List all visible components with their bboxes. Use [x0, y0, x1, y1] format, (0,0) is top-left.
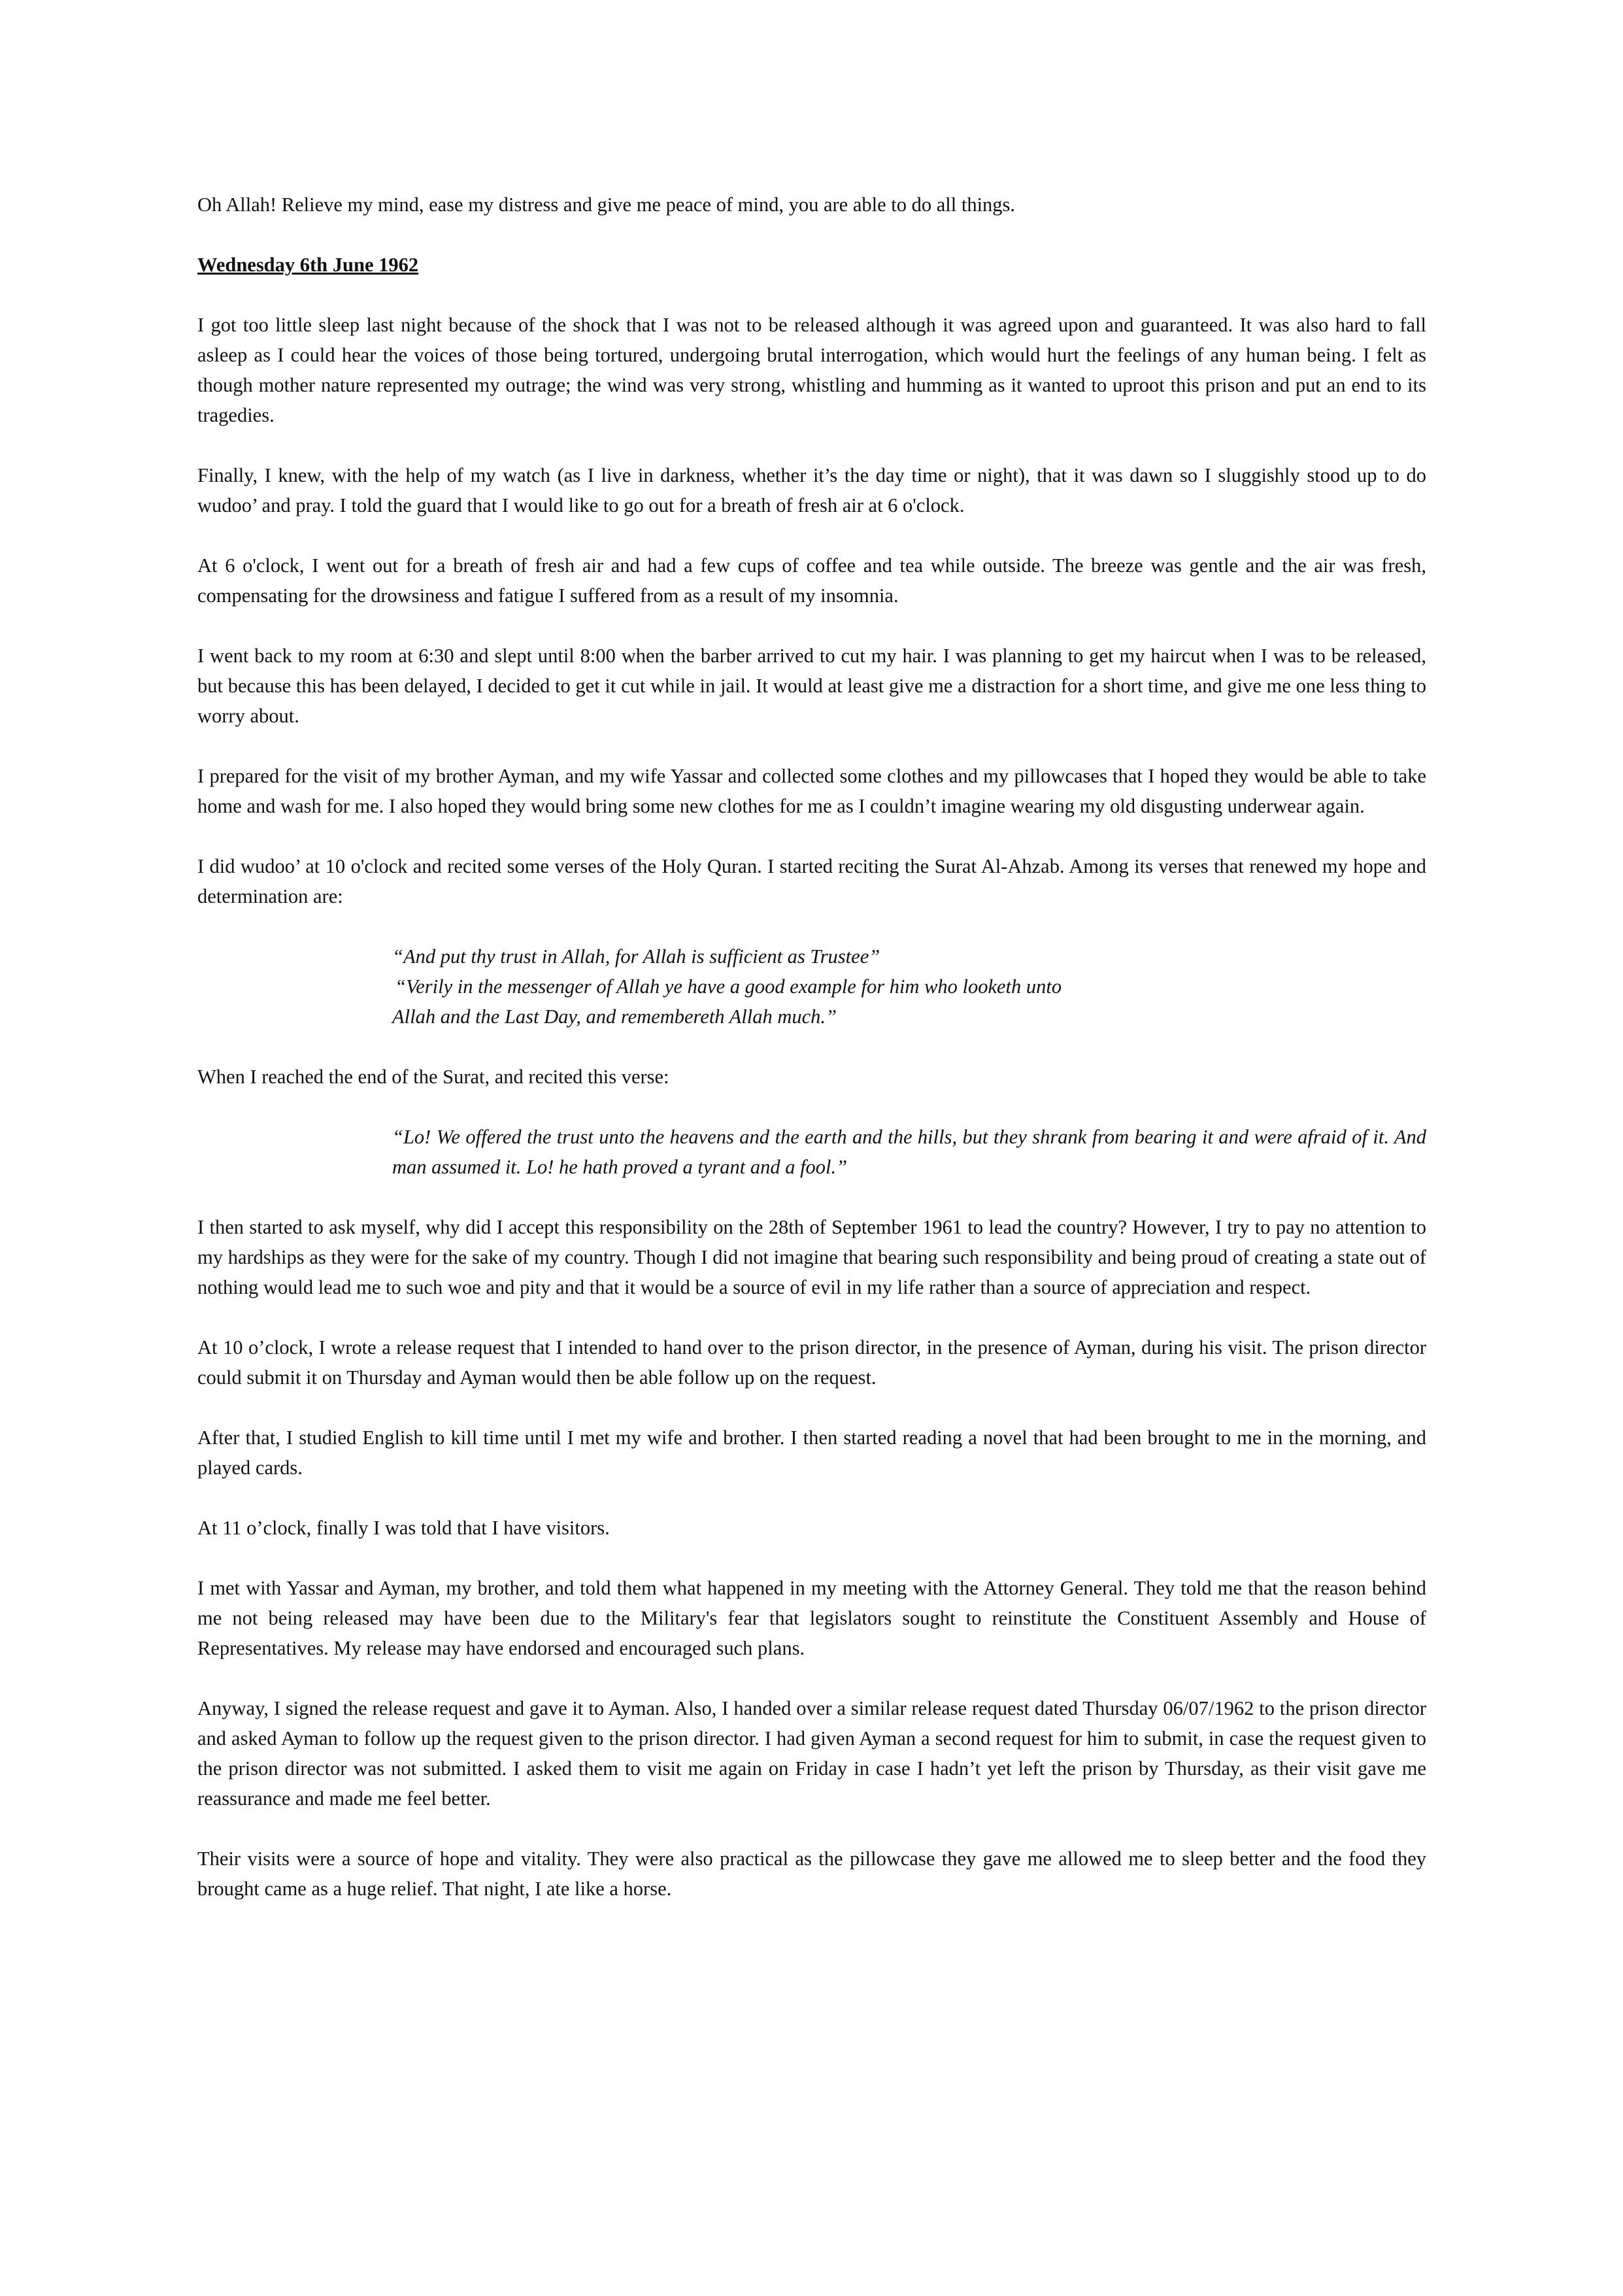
paragraph: Anyway, I signed the release request and gave it to Ayman. Also, I handed over a similar release request dated Thursday 06/07/1962 to the prison director and asked Ayman to follow up the request given to the prison director. I had given Ayman a second request for him to submit, in case the request given to the prison director was not submitted. I asked them to visit me again on Friday in case I hadn’t yet left the prison by Thursday, as their visit gave me reassurance and made me feel better.: [197, 1697, 1426, 1810]
quran-quote-block: [392, 941, 1426, 1032]
document-page: [197, 190, 1426, 1934]
paragraph: When I reached the end of the Surat, and recited this verse:: [197, 1066, 669, 1088]
quran-quote-block: “Lo! We offered the trust unto the heavens and the earth and the hills, but they shrank from bearing it and were afraid of it. And man assumed it. Lo! he hath proved a tyrant and a fool.”: [392, 1126, 1426, 1178]
paragraph: Finally, I knew, with the help of my watch (as I live in darkness, whether it’s the day time or night), that it was dawn so I sluggishly stood up to do wudoo’ and pray. I told the guard that I would like to go out for a breath of fresh air at 6 o'clock.: [197, 464, 1426, 516]
paragraph: I met with Yassar and Ayman, my brother, and told them what happened in my meeting with the Attorney General. They told me that the reason behind me not being released may have been due to the Military's fear that legislators sought to reinstitute the Constituent Assembly and House of Representatives. My release may have endorsed and encouraged such plans.: [197, 1577, 1426, 1659]
quote-line: Allah and the Last Day, and remembereth Allah much.”: [392, 1005, 837, 1028]
paragraph: After that, I studied English to kill time until I met my wife and brother. I then started reading a novel that had been brought to me in the morning, and played cards.: [197, 1427, 1426, 1479]
paragraph: I got too little sleep last night because of the shock that I was not to be released although it was agreed upon and guaranteed. It was also hard to fall asleep as I could hear the voices of those being tortured, undergoing brutal interrogation, which would hurt the feelings of any human being. I felt as though mother nature represented my outrage; the wind was very strong, whistling and humming as it wanted to uproot this prison and put an end to its tragedies.: [197, 314, 1426, 426]
paragraph: At 11 o’clock, finally I was told that I have visitors.: [197, 1517, 610, 1539]
quote-line: “And put thy trust in Allah, for Allah is sufficient as Trustee”: [392, 945, 880, 968]
paragraph: I prepared for the visit of my brother Ayman, and my wife Yassar and collected some clothes and my pillowcases that I hoped they would be able to take home and wash for me. I also hoped they would bring some new clothes for me as I couldn’t imagine wearing my old disgusting underwear again.: [197, 765, 1426, 817]
date-heading: Wednesday 6th June 1962: [197, 254, 419, 276]
paragraph: I did wudoo’ at 10 o'clock and recited some verses of the Holy Quran. I started reciting the Surat Al-Ahzab. Among its verses that renewed my hope and determination are:: [197, 855, 1426, 907]
quote-line: “Verily in the messenger of Allah ye have a good example for him who looketh unto: [395, 975, 1062, 998]
paragraph: At 10 o’clock, I wrote a release request that I intended to hand over to the prison director, in the presence of Ayman, during his visit. The prison director could submit it on Thursday and Ayman would then be able follow up on the request.: [197, 1336, 1426, 1389]
paragraph: Their visits were a source of hope and vitality. They were also practical as the pillowcase they gave me allowed me to sleep better and the food they brought came as a huge relief. That night, I ate like a horse.: [197, 1848, 1426, 1900]
opening-prayer: Oh Allah! Relieve my mind, ease my distress and give me peace of mind, you are able to do all things.: [197, 194, 1016, 216]
paragraph: At 6 o'clock, I went out for a breath of fresh air and had a few cups of coffee and tea while outside. The breeze was gentle and the air was fresh, compensating for the drowsiness and fatigue I suffered from as a result of my insomnia.: [197, 554, 1426, 607]
paragraph: I then started to ask myself, why did I accept this responsibility on the 28th of September 1961 to lead the country? However, I try to pay no attention to my hardships as they were for the sake of my country. Though I did not imagine that bearing such responsibility and being proud of creating a state out of nothing would lead me to such woe and pity and that it would be a source of evil in my life rather than a source of appreciation and respect.: [197, 1216, 1426, 1298]
paragraph: I went back to my room at 6:30 and slept until 8:00 when the barber arrived to cut my hair. I was planning to get my haircut when I was to be released, but because this has been delayed, I decided to get it cut while in jail. It would at least give me a distraction for a short time, and give me one less thing to worry about.: [197, 645, 1426, 727]
